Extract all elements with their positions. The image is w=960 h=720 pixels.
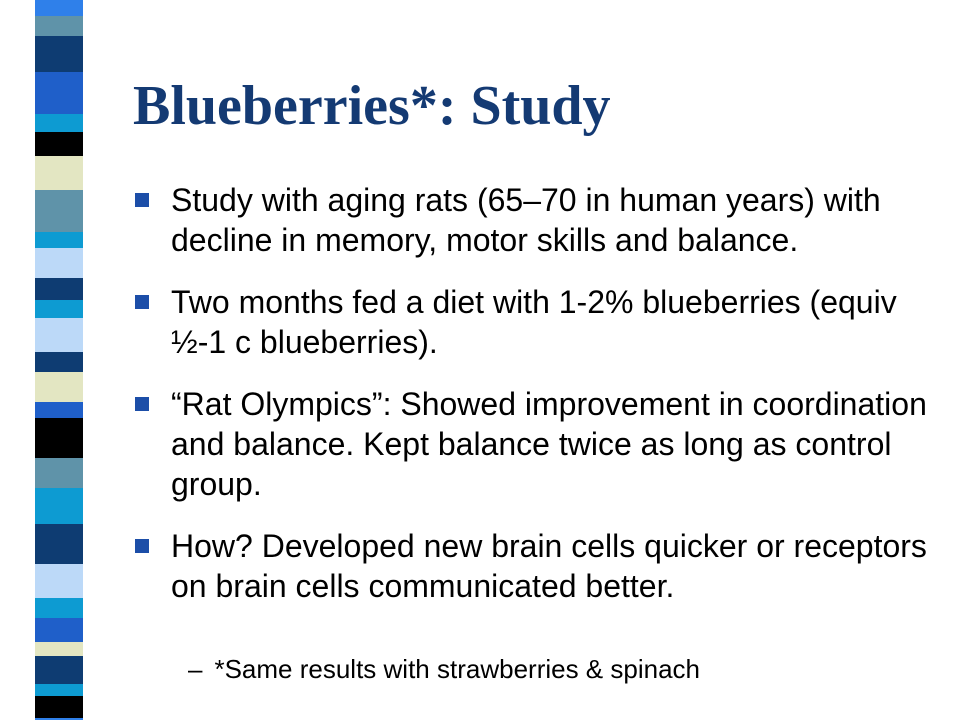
stripe-segment: [35, 204, 83, 232]
bullet-item: [135, 384, 945, 504]
bullet-item: [135, 526, 945, 606]
stripe-segment: [35, 114, 83, 132]
stripe-segment: [35, 232, 83, 248]
stripe-segment: [35, 36, 83, 72]
stripe-segment: [35, 0, 83, 16]
stripe-segment: [35, 156, 83, 190]
stripe-segment: [35, 564, 83, 598]
sub-bullet-text: *Same results with strawberries & spinach: [214, 654, 700, 684]
stripe-segment: [35, 502, 83, 524]
sub-bullet-dash: –: [188, 654, 203, 684]
sub-bullet: [188, 652, 700, 686]
decorative-color-stripe: [35, 0, 83, 720]
bullet-item: [135, 180, 945, 260]
stripe-segment: [35, 132, 83, 156]
slide-title: Blueberries*: Study: [133, 75, 611, 137]
stripe-segment: [35, 684, 83, 696]
square-bullet-icon: [135, 539, 149, 553]
bullet-text: “Rat Olympics”: Showed improvement in coordination and balance. Kept balance twice as long as control group.: [171, 386, 927, 502]
stripe-segment: [35, 656, 83, 684]
stripe-segment: [35, 524, 83, 564]
stripe-segment: [35, 278, 83, 300]
bullet-text: Two months fed a diet with 1-2% blueberries (equiv ½-1 c blueberries).: [171, 284, 897, 360]
stripe-segment: [35, 418, 83, 458]
square-bullet-icon: [135, 397, 149, 411]
stripe-segment: [35, 72, 83, 114]
square-bullet-icon: [135, 193, 149, 207]
square-bullet-icon: [135, 295, 149, 309]
stripe-segment: [35, 618, 83, 642]
bullet-text: How? Developed new brain cells quicker or receptors on brain cells communicated better.: [171, 528, 927, 604]
stripe-segment: [35, 248, 83, 278]
stripe-segment: [35, 318, 83, 352]
bullet-list: [135, 180, 945, 628]
stripe-segment: [35, 642, 83, 656]
stripe-segment: [35, 488, 83, 502]
stripe-segment: [35, 300, 83, 318]
stripe-segment: [35, 16, 83, 36]
bullet-text: Study with aging rats (65–70 in human years) with decline in memory, motor skills and balance.: [171, 182, 881, 258]
stripe-segment: [35, 696, 83, 718]
stripe-segment: [35, 598, 83, 618]
stripe-segment: [35, 402, 83, 418]
bullet-item: [135, 282, 945, 362]
stripe-segment: [35, 372, 83, 402]
stripe-segment: [35, 190, 83, 204]
stripe-segment: [35, 458, 83, 488]
stripe-segment: [35, 352, 83, 372]
